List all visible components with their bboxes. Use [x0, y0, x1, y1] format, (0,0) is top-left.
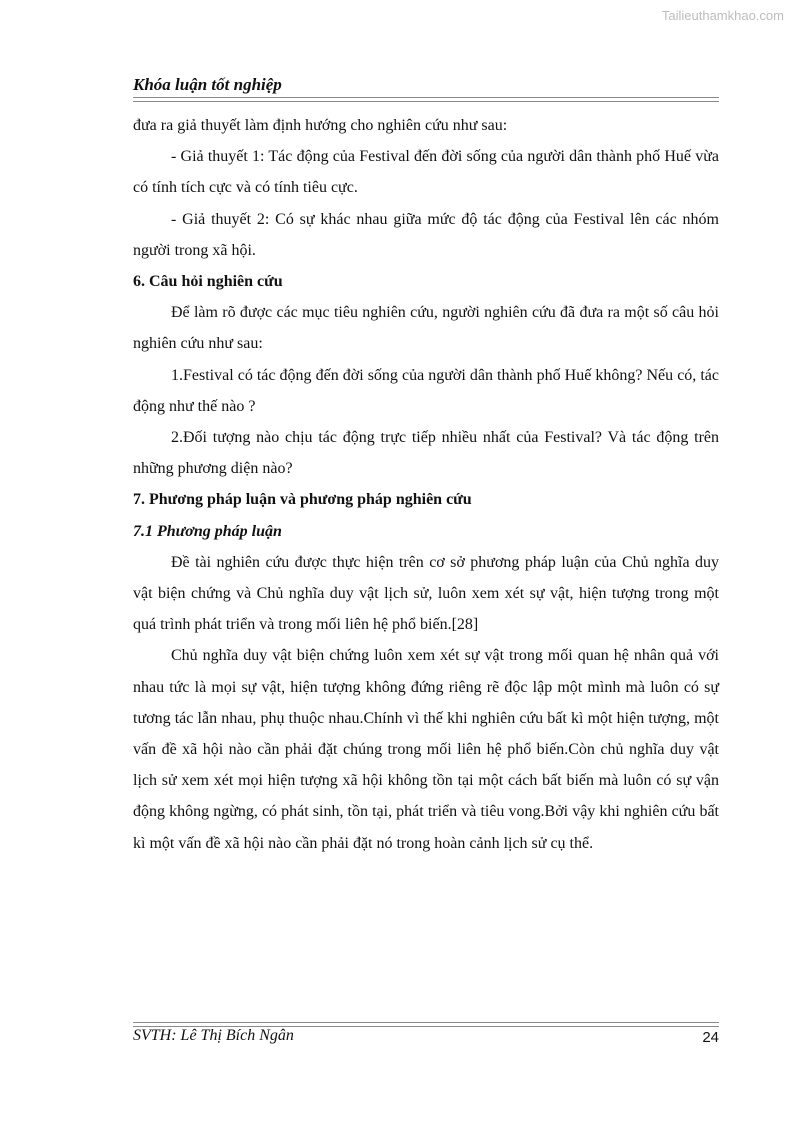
document-body [133, 110, 719, 859]
section-heading-7: 7. Phương pháp luận và phương pháp nghiên cứu [133, 491, 472, 509]
hypothesis-2: - Giả thuyết 2: Có sự khác nhau giữa mức độ tác động của Festival lên các nhóm người trong xã hội. [133, 210, 719, 259]
page-number: 24 [702, 1029, 719, 1046]
header-rule [133, 97, 719, 102]
question-2: 2.Đối tượng nào chịu tác động trực tiếp nhiều nhất của Festival? Và tác động trên những phương diện nào? [133, 429, 719, 478]
paragraph: đưa ra giả thuyết làm định hướng cho nghiên cứu như sau: [133, 117, 508, 134]
watermark: Tailieuthamkhao.com [661, 8, 784, 23]
page-header [133, 74, 719, 96]
paragraph: Để làm rõ được các mục tiêu nghiên cứu, người nghiên cứu đã đưa ra một số câu hỏi nghiên cứu như sau: [133, 304, 719, 353]
footer-author: SVTH: Lê Thị Bích Ngân [133, 1027, 294, 1044]
question-1: 1.Festival có tác động đến đời sống của người dân thành phố Huế không? Nếu có, tác động như thế nào ? [133, 366, 719, 415]
subsection-heading-7-1: 7.1 Phương pháp luận [133, 522, 282, 540]
page-footer [133, 1027, 719, 1045]
hypothesis-1: - Giả thuyết 1: Tác động của Festival đến đời sống của người dân thành phố Huế vừa có tính tích cực và có tính tiêu cực. [133, 148, 719, 197]
paragraph: Đề tài nghiên cứu được thực hiện trên cơ sở phương pháp luận của Chủ nghĩa duy vật biện chứng và Chủ nghĩa duy vật lịch sử, luôn xem xét sự vật, hiện tượng trong một quá trình phát triển và trong mối liên hệ phổ biến.[28] [133, 553, 719, 634]
paragraph: Chủ nghĩa duy vật biện chứng luôn xem xét sự vật trong mối quan hệ nhân quả với nhau tức là mọi sự vật, hiện tượng không đứng riêng rẽ độc lập một mình mà luôn có sự tương tác lẫn nhau, phụ thuộc nhau.Chính vì thế khi nghiên cứu bất kì một hiện tượng, một vấn đề xã hội nào cần phải đặt chúng trong mối liên hệ phổ biến.Còn chủ nghĩa duy vật lịch sử xem xét mọi hiện tượng xã hội không tồn tại một cách bất biến mà luôn có sự vận động không ngừng, có phát sinh, tồn tại, phát triển và tiêu vong.Bởi vậy khi nghiên cứu bất kì một vấn đề xã hội nào cần phải đặt nó trong hoàn cảnh lịch sử cụ thể. [133, 647, 719, 852]
header-title: Khóa luận tốt nghiệp [133, 75, 282, 94]
section-heading-6: 6. Câu hỏi nghiên cứu [133, 273, 283, 291]
